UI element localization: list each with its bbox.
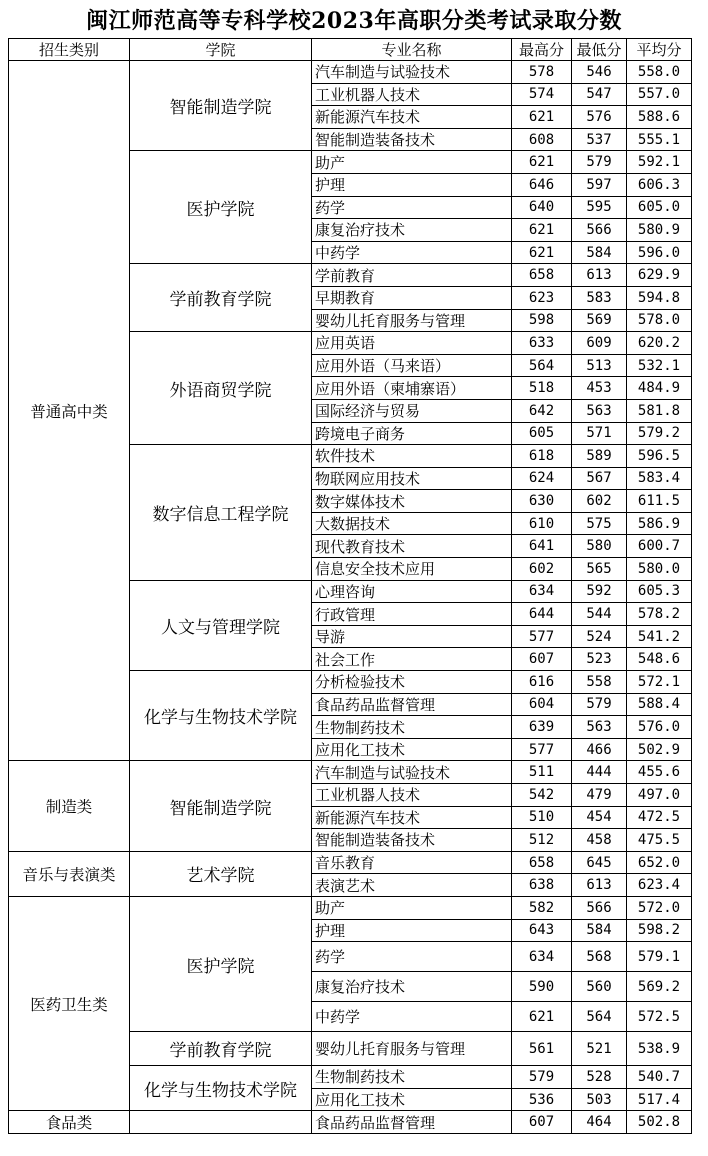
avg-score-cell: 598.2 [627,919,692,942]
major-name-cell: 软件技术 [312,445,512,468]
avg-score-cell: 611.5 [627,490,692,513]
avg-score-cell: 594.8 [627,286,692,309]
major-name-cell: 食品药品监督管理 [312,1111,512,1134]
min-score-cell: 609 [572,332,627,355]
major-name-cell: 信息安全技术应用 [312,558,512,581]
major-name-cell: 智能制造装备技术 [312,128,512,151]
min-score-cell: 576 [572,106,627,129]
header-min: 最低分 [572,39,627,61]
min-score-cell: 584 [572,919,627,942]
min-score-cell: 597 [572,173,627,196]
max-score-cell: 644 [512,603,572,626]
header-college: 学院 [130,39,312,61]
max-score-cell: 579 [512,1066,572,1089]
min-score-cell: 537 [572,128,627,151]
college-cell: 医护学院 [130,896,312,1031]
min-score-cell: 563 [572,716,627,739]
major-name-cell: 药学 [312,942,512,972]
college-cell: 化学与生物技术学院 [130,1066,312,1111]
college-cell: 智能制造学院 [130,61,312,151]
max-score-cell: 608 [512,128,572,151]
min-score-cell: 479 [572,784,627,807]
min-score-cell: 503 [572,1088,627,1111]
max-score-cell: 621 [512,219,572,242]
max-score-cell: 638 [512,874,572,897]
major-name-cell: 国际经济与贸易 [312,399,512,422]
major-name-cell: 导游 [312,625,512,648]
avg-score-cell: 502.8 [627,1111,692,1134]
avg-score-cell: 588.6 [627,106,692,129]
min-score-cell: 528 [572,1066,627,1089]
table-row [9,61,692,84]
college-cell: 学前教育学院 [130,264,312,332]
major-name-cell: 智能制造装备技术 [312,829,512,852]
major-name-cell: 中药学 [312,241,512,264]
avg-score-cell: 540.7 [627,1066,692,1089]
major-name-cell: 应用英语 [312,332,512,355]
page-title: 闽江师范高等专科学校2023年高职分类考试录取分数 [86,8,622,34]
min-score-cell: 566 [572,219,627,242]
max-score-cell: 607 [512,1111,572,1134]
table-header-row [9,39,692,61]
avg-score-cell: 596.0 [627,241,692,264]
major-name-cell: 护理 [312,919,512,942]
major-name-cell: 早期教育 [312,286,512,309]
min-score-cell: 569 [572,309,627,332]
min-score-cell: 568 [572,942,627,972]
major-name-cell: 应用外语（马来语） [312,354,512,377]
avg-score-cell: 605.0 [627,196,692,219]
avg-score-cell: 579.2 [627,422,692,445]
college-cell: 学前教育学院 [130,1032,312,1066]
header-avg: 平均分 [627,39,692,61]
admission-scores-table [8,38,692,1134]
max-score-cell: 621 [512,1002,572,1032]
max-score-cell: 511 [512,761,572,784]
max-score-cell: 639 [512,716,572,739]
max-score-cell: 602 [512,558,572,581]
min-score-cell: 583 [572,286,627,309]
avg-score-cell: 455.6 [627,761,692,784]
major-name-cell: 应用外语（柬埔寨语） [312,377,512,400]
avg-score-cell: 652.0 [627,851,692,874]
table-row [9,896,692,919]
college-cell [130,1111,312,1134]
avg-score-cell: 623.4 [627,874,692,897]
avg-score-cell: 596.5 [627,445,692,468]
max-score-cell: 518 [512,377,572,400]
avg-score-cell: 572.1 [627,671,692,694]
avg-score-cell: 572.5 [627,1002,692,1032]
avg-score-cell: 475.5 [627,829,692,852]
min-score-cell: 523 [572,648,627,671]
max-score-cell: 542 [512,784,572,807]
min-score-cell: 453 [572,377,627,400]
min-score-cell: 454 [572,806,627,829]
avg-score-cell: 578.2 [627,603,692,626]
avg-score-cell: 605.3 [627,580,692,603]
max-score-cell: 582 [512,896,572,919]
avg-score-cell: 484.9 [627,377,692,400]
major-name-cell: 康复治疗技术 [312,219,512,242]
major-name-cell: 表演艺术 [312,874,512,897]
min-score-cell: 571 [572,422,627,445]
max-score-cell: 564 [512,354,572,377]
header-major: 专业名称 [312,39,512,61]
min-score-cell: 466 [572,738,627,761]
min-score-cell: 567 [572,467,627,490]
max-score-cell: 630 [512,490,572,513]
avg-score-cell: 497.0 [627,784,692,807]
min-score-cell: 602 [572,490,627,513]
max-score-cell: 510 [512,806,572,829]
max-score-cell: 598 [512,309,572,332]
min-score-cell: 580 [572,535,627,558]
major-name-cell: 工业机器人技术 [312,784,512,807]
min-score-cell: 592 [572,580,627,603]
min-score-cell: 560 [572,972,627,1002]
max-score-cell: 658 [512,264,572,287]
avg-score-cell: 592.1 [627,151,692,174]
avg-score-cell: 576.0 [627,716,692,739]
avg-score-cell: 548.6 [627,648,692,671]
college-cell: 人文与管理学院 [130,580,312,670]
major-name-cell: 助产 [312,151,512,174]
max-score-cell: 624 [512,467,572,490]
min-score-cell: 613 [572,264,627,287]
max-score-cell: 590 [512,972,572,1002]
table-row [9,761,692,784]
college-cell: 医护学院 [130,151,312,264]
major-name-cell: 助产 [312,896,512,919]
max-score-cell: 633 [512,332,572,355]
college-cell: 智能制造学院 [130,761,312,851]
major-name-cell: 大数据技术 [312,512,512,535]
max-score-cell: 616 [512,671,572,694]
major-name-cell: 心理咨询 [312,580,512,603]
category-cell: 制造类 [9,761,130,851]
min-score-cell: 584 [572,241,627,264]
min-score-cell: 589 [572,445,627,468]
category-cell: 音乐与表演类 [9,851,130,896]
max-score-cell: 634 [512,942,572,972]
header-category: 招生类别 [9,39,130,61]
avg-score-cell: 600.7 [627,535,692,558]
major-name-cell: 学前教育 [312,264,512,287]
major-name-cell: 行政管理 [312,603,512,626]
min-score-cell: 546 [572,61,627,84]
max-score-cell: 640 [512,196,572,219]
max-score-cell: 621 [512,106,572,129]
avg-score-cell: 502.9 [627,738,692,761]
major-name-cell: 新能源汽车技术 [312,806,512,829]
min-score-cell: 566 [572,896,627,919]
category-cell: 普通高中类 [9,61,130,761]
min-score-cell: 565 [572,558,627,581]
major-name-cell: 社会工作 [312,648,512,671]
avg-score-cell: 578.0 [627,309,692,332]
major-name-cell: 中药学 [312,1002,512,1032]
avg-score-cell: 579.1 [627,942,692,972]
major-name-cell: 药学 [312,196,512,219]
max-score-cell: 646 [512,173,572,196]
avg-score-cell: 583.4 [627,467,692,490]
major-name-cell: 数字媒体技术 [312,490,512,513]
min-score-cell: 564 [572,1002,627,1032]
avg-score-cell: 606.3 [627,173,692,196]
major-name-cell: 工业机器人技术 [312,83,512,106]
avg-score-cell: 572.0 [627,896,692,919]
max-score-cell: 643 [512,919,572,942]
min-score-cell: 544 [572,603,627,626]
min-score-cell: 563 [572,399,627,422]
min-score-cell: 513 [572,354,627,377]
max-score-cell: 621 [512,241,572,264]
major-name-cell: 婴幼儿托育服务与管理 [312,309,512,332]
min-score-cell: 579 [572,151,627,174]
college-cell: 艺术学院 [130,851,312,896]
max-score-cell: 536 [512,1088,572,1111]
major-name-cell: 新能源汽车技术 [312,106,512,129]
max-score-cell: 621 [512,151,572,174]
table-body [9,39,692,1134]
max-score-cell: 512 [512,829,572,852]
table-row [9,851,692,874]
major-name-cell: 食品药品监督管理 [312,693,512,716]
header-max: 最高分 [512,39,572,61]
max-score-cell: 658 [512,851,572,874]
min-score-cell: 613 [572,874,627,897]
avg-score-cell: 538.9 [627,1032,692,1066]
major-name-cell: 应用化工技术 [312,1088,512,1111]
avg-score-cell: 558.0 [627,61,692,84]
college-cell: 外语商贸学院 [130,332,312,445]
min-score-cell: 558 [572,671,627,694]
avg-score-cell: 532.1 [627,354,692,377]
category-cell: 食品类 [9,1111,130,1134]
avg-score-cell: 517.4 [627,1088,692,1111]
avg-score-cell: 580.9 [627,219,692,242]
avg-score-cell: 629.9 [627,264,692,287]
college-cell: 化学与生物技术学院 [130,671,312,761]
category-cell: 医药卫生类 [9,896,130,1110]
max-score-cell: 577 [512,738,572,761]
major-name-cell: 生物制药技术 [312,1066,512,1089]
max-score-cell: 618 [512,445,572,468]
table-row [9,1111,692,1134]
avg-score-cell: 472.5 [627,806,692,829]
max-score-cell: 574 [512,83,572,106]
major-name-cell: 婴幼儿托育服务与管理 [312,1032,512,1066]
max-score-cell: 561 [512,1032,572,1066]
min-score-cell: 645 [572,851,627,874]
max-score-cell: 577 [512,625,572,648]
major-name-cell: 跨境电子商务 [312,422,512,445]
major-name-cell: 分析检验技术 [312,671,512,694]
max-score-cell: 605 [512,422,572,445]
min-score-cell: 575 [572,512,627,535]
avg-score-cell: 620.2 [627,332,692,355]
major-name-cell: 现代教育技术 [312,535,512,558]
major-name-cell: 汽车制造与试验技术 [312,761,512,784]
max-score-cell: 610 [512,512,572,535]
max-score-cell: 634 [512,580,572,603]
max-score-cell: 604 [512,693,572,716]
min-score-cell: 444 [572,761,627,784]
avg-score-cell: 555.1 [627,128,692,151]
min-score-cell: 524 [572,625,627,648]
max-score-cell: 578 [512,61,572,84]
max-score-cell: 642 [512,399,572,422]
max-score-cell: 641 [512,535,572,558]
avg-score-cell: 586.9 [627,512,692,535]
major-name-cell: 护理 [312,173,512,196]
min-score-cell: 595 [572,196,627,219]
min-score-cell: 464 [572,1111,627,1134]
min-score-cell: 458 [572,829,627,852]
min-score-cell: 547 [572,83,627,106]
avg-score-cell: 588.4 [627,693,692,716]
major-name-cell: 汽车制造与试验技术 [312,61,512,84]
avg-score-cell: 569.2 [627,972,692,1002]
avg-score-cell: 541.2 [627,625,692,648]
major-name-cell: 应用化工技术 [312,738,512,761]
avg-score-cell: 581.8 [627,399,692,422]
max-score-cell: 607 [512,648,572,671]
major-name-cell: 康复治疗技术 [312,972,512,1002]
major-name-cell: 物联网应用技术 [312,467,512,490]
college-cell: 数字信息工程学院 [130,445,312,581]
avg-score-cell: 557.0 [627,83,692,106]
min-score-cell: 521 [572,1032,627,1066]
major-name-cell: 生物制药技术 [312,716,512,739]
min-score-cell: 579 [572,693,627,716]
avg-score-cell: 580.0 [627,558,692,581]
max-score-cell: 623 [512,286,572,309]
major-name-cell: 音乐教育 [312,851,512,874]
